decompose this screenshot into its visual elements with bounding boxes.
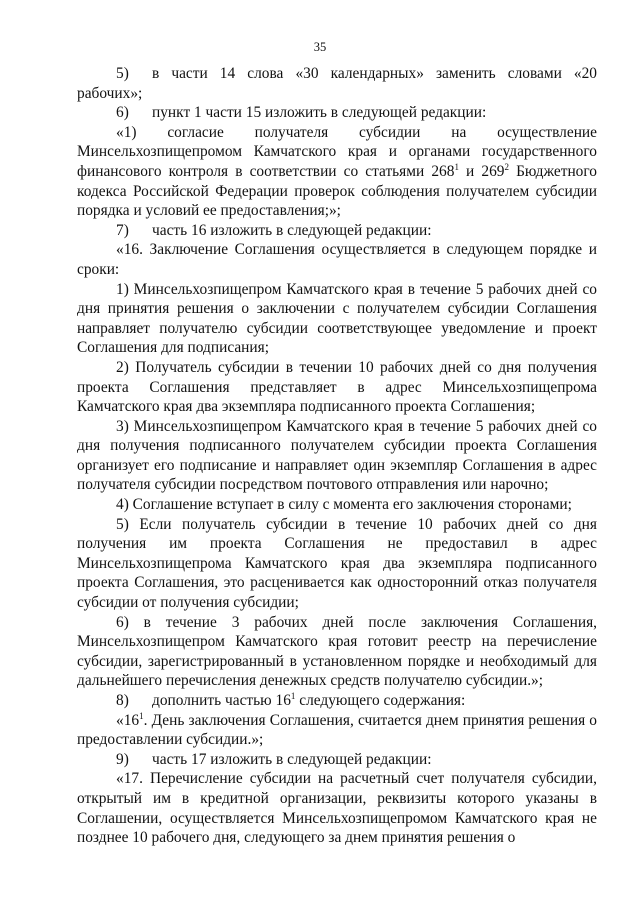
paragraph-part-16-intro [77, 240, 597, 279]
paragraph-text: 2) Получатель субсидии в течении 10 рабочих дней со дня получения проекта Соглашения представляет в адрес Минсельхозпищепрома Камчатского края два экземпляра подписанного проекта Соглашения; [77, 358, 597, 416]
paragraph-item-8 [77, 691, 597, 711]
item-number: 6) [116, 104, 129, 122]
paragraph-text: часть 17 изложить в следующей редакции: [152, 750, 432, 768]
paragraph-text: «16. Заключение Соглашения осуществляется в следующем порядке и сроки: [77, 241, 597, 278]
item-number: 9) [116, 750, 129, 768]
superscript: 1 [454, 161, 459, 172]
paragraph-text: дополнить частью 16 [152, 692, 291, 709]
paragraph-text: часть 16 изложить в следующей редакции: [152, 221, 432, 239]
paragraph-text: «1) согласие получателя субсидии на осуществление Минсельхозпищепромом Камчатского края и органами государственного финансового контроля в соответствии со статьями 268 [77, 123, 597, 180]
paragraph-item-6 [77, 103, 597, 123]
paragraph-part-17 [77, 769, 597, 847]
item-number: 8) [116, 692, 129, 709]
superscript: 1 [290, 691, 296, 701]
paragraph-subitem-2 [77, 358, 597, 417]
paragraph-text: «17. Перечисление субсидии на расчетный счет получателя субсидии, открытый им в кредитной организации, реквизиты которого указаны в Соглашении, осуществляется Минсельхозпищепромом Камчатского края не позднее 10 рабочего дня, следующего за днем принятия решения о [77, 770, 597, 847]
superscript: 1 [139, 710, 144, 721]
paragraph-text: «16 [116, 711, 140, 729]
paragraph-text: 4) Соглашение вступает в силу с момента его заключения сторонами; [116, 496, 572, 514]
paragraph-quote-part-15-1 [77, 123, 597, 221]
paragraph-text: 5) Если получатель субсидии в течение 10 рабочих дней со дня получения им проекта Соглашения не предоставил в адрес Минсельхозпищепрома Камчатского края два экземпляра подписанного проекта Соглашения, это расценивается как односторонний отказ получателя субсидии от получения субсидии; [77, 515, 597, 612]
paragraph-subitem-5 [77, 515, 597, 613]
paragraph-text: и 269 [458, 162, 505, 180]
paragraph-subitem-6 [77, 613, 597, 691]
paragraph-text: 1) Минсельхозпищепром Камчатского края в течение 5 рабочих дней со дня принятия решения о заключении с получателем субсидии Соглашения направляет получателю субсидии соответствующее уведомление и проект Соглашения для подписания; [77, 280, 597, 357]
paragraph-text: 6) в течение 3 рабочих дней после заключения Соглашения, Минсельхозпищепром Камчатского края готовит реестр на перечисление субсидии, зарегистрированный в установленном порядке и необходимый для дальнейшего перечисления денежных средств получателю субсидии.»; [77, 613, 597, 690]
document-body [77, 64, 597, 848]
paragraph-text: следующего содержания: [295, 692, 466, 709]
item-number: 7) [116, 221, 129, 239]
paragraph-subitem-3 [77, 417, 597, 495]
paragraph-item-9 [77, 750, 597, 770]
paragraph-text: пункт 1 части 15 изложить в следующей редакции: [152, 104, 487, 122]
paragraph-text: . День заключения Соглашения, считается днем принятия решения о предоставлении субсидии.»; [77, 711, 597, 749]
paragraph-text: Бюджетного кодекса Российской Федерации проверок соблюдения получателем субсидии порядка и условий ее предоставления;»; [77, 162, 597, 220]
item-number: 5) [116, 65, 129, 82]
paragraph-subitem-1 [77, 280, 597, 358]
paragraph-item-7 [77, 221, 597, 241]
paragraph-part-16-1 [77, 711, 597, 750]
paragraph-text: в части 14 слова «30 календарных» заменить словами «20 рабочих»; [77, 65, 597, 102]
page-number: 35 [313, 40, 327, 54]
paragraph-item-5 [77, 64, 597, 103]
superscript: 2 [504, 161, 509, 172]
paragraph-subitem-4 [77, 495, 597, 515]
paragraph-text: 3) Минсельхозпищепром Камчатского края в течение 5 рабочих дней со дня получения подписанного получателем субсидии проекта Соглашения организует его подписание и направляет один экземпляр Соглашения в адрес получателя субсидии посредством почтового отправления или нарочно; [77, 417, 597, 494]
